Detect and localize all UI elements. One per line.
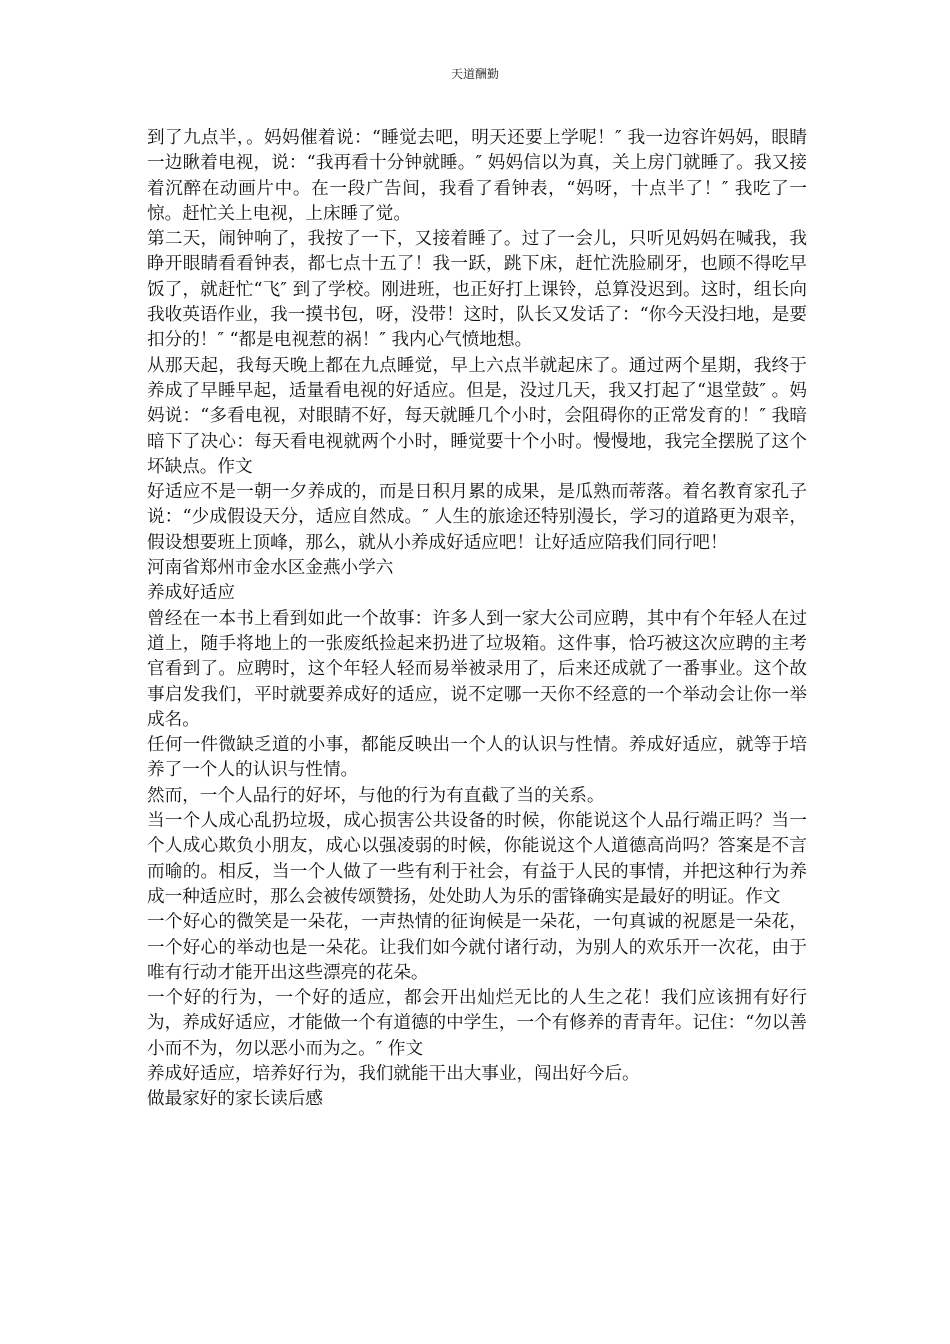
paragraph: 好适应不是一朝一夕养成的，而是日积月累的成果，是瓜熟而蒂落。着名教育家孔子说：“少成假设天分，适应自然成。″ 人生的旅途还特别漫长，学习的道路更为艰辛，假设想要班上顶峰，那么，就从小养成好适应吧！让好适应陪我们同行吧！ (147, 482, 807, 553)
paragraph: 到了九点半，。妈妈催着说：“睡觉去吧，明天还要上学呢！″ 我一边容许妈妈，眼睛一边瞅着电视，说：“我再看十分钟就睡。″ 妈妈信以为真，关上房门就睡了。我又接着沉醉在动画片中。在一段广告间，我看了看钟表，“妈呀，十点半了！″ 我吃了一惊。赶忙关上电视，上床睡了觉。 (147, 128, 807, 224)
paragraph: 一个好心的微笑是一朵花，一声热情的征询候是一朵花，一句真诚的祝愿是一朵花，一个好心的举动也是一朵花。让我们如今就付诸行动，为别人的欢乐开一次花，由于唯有行动才能开出这些漂亮的花朵。 (147, 912, 807, 983)
paragraph: 任何一件微缺乏道的小事，都能反映出一个人的认识与性情。养成好适应，就等于培养了一个人的认识与性情。 (147, 735, 807, 781)
author-line: 河南省郑州市金水区金燕小学六 (147, 558, 394, 579)
document-body (147, 126, 807, 1113)
paragraph: 养成好适应，培养好行为，我们就能干出大事业，闯出好今后。 (147, 1063, 640, 1084)
essay-title: 养成好适应 (147, 583, 235, 604)
paragraph: 当一个人成心乱扔垃圾，成心损害公共设备的时候，你能说这个人品行端正吗？当一个人成心欺负小朋友，成心以强凌弱的时候，你能说这个人道德高尚吗？答案是不言而喻的。相反，当一个人做了一些有利于社会，有益于人民的事情，并把这种行为养成一种适应时，那么会被传颂赞扬，处处助人为乐的雷锋确实是最好的明证。作文 (147, 811, 807, 907)
paragraph: 然而，一个人品行的好坏，与他的行为有直截了当的关系。 (147, 785, 605, 806)
page-header: 天道酬勤 (450, 67, 499, 81)
paragraph: 从那天起，我每天晚上都在九点睡觉，早上六点半就起床了。通过两个星期，我终于养成了早睡早起，适量看电视的好适应。但是，没过几天，我又打起了“退堂鼓″ 。妈妈说：“多看电视，对眼睛不好，每天就睡几个小时，会阻碍你的正常发育的！″ 我暗暗下了决心：每天看电视就两个小时，睡觉要十个小时。慢慢地，我完全摆脱了这个坏缺点。作文 (147, 355, 807, 477)
paragraph: 一个好的行为，一个好的适应，都会开出灿烂无比的人生之花！我们应该拥有好行为，养成好适应，才能做一个有道德的中学生，一个有修养的青青年。记住：“勿以善小而不为，勿以恶小而为之。″ 作文 (147, 988, 807, 1059)
section-title: 做最家好的家长读后感 (147, 1089, 323, 1110)
paragraph: 第二天，闹钟响了，我按了一下，又接着睡了。过了一会儿，只听见妈妈在喊我，我睁开眼睛看看钟表，都七点十五了！我一跃，跳下床，赶忙洗脸刷牙，也顾不得吃早饭了，就赶忙“飞″ 到了学校。刚进班，也正好打上课铃，总算没迟到。这时，组长向我收英语作业，我一摸书包，呀，没带！这时，队长又发话了：“你今天没扫地，是要扣分的！″ “都是电视惹的祸！″ 我内心气愤地想。 (147, 229, 807, 351)
paragraph: 曾经在一本书上看到如此一个故事：许多人到一家大公司应聘，其中有个年轻人在过道上，随手将地上的一张废纸捡起来扔进了垃圾箱。这件事，恰巧被这次应聘的主考官看到了。应聘时，这个年轻人轻而易举被录用了，后来还成就了一番事业。这个故事启发我们，平时就要养成好的适应，说不定哪一天你不经意的一个举动会让你一举成名。 (147, 608, 807, 730)
